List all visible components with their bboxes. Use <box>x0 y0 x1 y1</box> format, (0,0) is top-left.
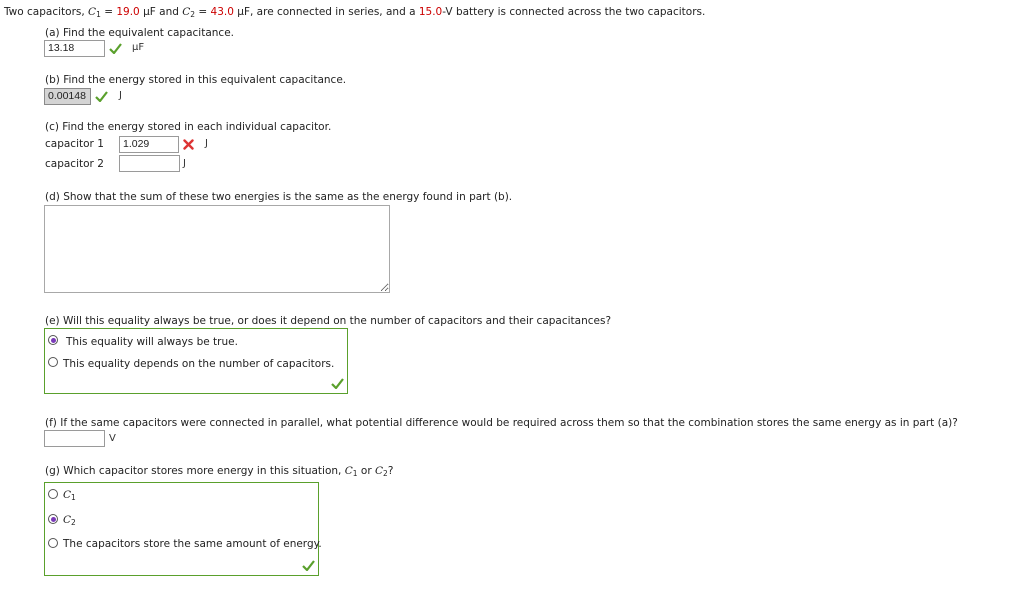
c2-symbol: C <box>182 6 191 18</box>
part-g-question <box>45 465 393 478</box>
c1-symbol: C <box>88 6 97 18</box>
problem-text: Two capacitors, <box>4 6 89 18</box>
part-g-answer-box <box>44 482 319 576</box>
part-c-question: (c) Find the energy stored in each individual capacitor. <box>45 121 332 133</box>
part-g-option-1-label[interactable] <box>63 489 76 502</box>
part-g-option-3-radio[interactable] <box>48 538 58 548</box>
equals-sign: = <box>100 6 117 18</box>
question-mark: ? <box>387 465 394 477</box>
checkmark-icon <box>331 378 344 389</box>
part-b-question: (b) Find the energy stored in this equivalent capacitance. <box>45 74 347 86</box>
checkmark-icon <box>95 91 108 102</box>
problem-statement <box>4 6 705 19</box>
c1-subscript: 1 <box>71 493 76 502</box>
part-a-unit: μF <box>132 42 145 53</box>
part-d-answer-textarea[interactable] <box>44 205 390 293</box>
equals-sign: = <box>195 6 211 18</box>
c2-symbol: C <box>63 514 72 526</box>
voltage-value: 15.0 <box>418 6 443 18</box>
c1-unit-text: μF and <box>139 6 183 18</box>
c2-subscript: 2 <box>190 10 196 19</box>
part-g-question-text: (g) Which capacitor stores more energy in this situation, <box>45 465 345 477</box>
part-d-question: (d) Show that the sum of these two energies is the same as the energy found in part (b). <box>45 191 513 203</box>
c1-value: 19.0 <box>116 6 140 18</box>
part-f-answer-input[interactable] <box>44 430 105 447</box>
part-a-answer-input[interactable]: 13.18 <box>44 40 105 57</box>
c2-subscript: 2 <box>71 518 76 527</box>
checkmark-icon <box>302 560 315 571</box>
x-mark-icon <box>183 139 194 150</box>
checkmark-icon <box>109 43 122 54</box>
part-e-option-2-radio[interactable] <box>48 357 58 367</box>
part-a-question: (a) Find the equivalent capacitance. <box>45 27 234 39</box>
capacitor-2-unit: J <box>183 158 186 169</box>
part-b-unit: J <box>119 90 122 101</box>
c1-subscript: 1 <box>352 469 358 478</box>
c1-subscript: 1 <box>96 10 101 19</box>
capacitor-1-unit: J <box>205 138 208 149</box>
part-g-option-3-label[interactable]: The capacitors store the same amount of energy. <box>63 538 322 550</box>
part-e-question: (e) Will this equality always be true, or does it depend on the number of capacitors and their capacitances? <box>45 315 612 327</box>
part-e-option-1-radio[interactable] <box>48 335 58 345</box>
part-f-question: (f) If the same capacitors were connected in parallel, what potential difference would be required across them so that the combination stores the same energy as in part (a)? <box>45 417 958 429</box>
part-g-option-2-radio[interactable] <box>48 514 58 524</box>
problem-text-end: -V battery is connected across the two capacitors. <box>442 6 706 18</box>
part-b-answer-input[interactable]: 0.00148 <box>44 88 91 105</box>
part-g-option-1-radio[interactable] <box>48 489 58 499</box>
part-e-option-1-label[interactable]: This equality will always be true. <box>66 336 238 348</box>
c1-symbol: C <box>344 465 353 477</box>
c1-symbol: C <box>63 489 72 501</box>
c2-value: 43.0 <box>210 6 234 18</box>
c2-subscript: 2 <box>383 469 388 478</box>
part-g-option-2-label[interactable] <box>63 514 76 527</box>
or-text: or <box>357 465 375 477</box>
c2-symbol: C <box>374 465 384 477</box>
part-e-option-2-label[interactable]: This equality depends on the number of capacitors. <box>63 358 335 370</box>
capacitor-1-answer-input[interactable]: 1.029 <box>119 136 179 153</box>
part-f-unit: V <box>109 433 116 444</box>
capacitor-1-label: capacitor 1 <box>45 138 104 150</box>
capacitor-2-answer-input[interactable] <box>119 155 180 172</box>
capacitor-2-label: capacitor 2 <box>45 158 104 170</box>
c2-unit-text: μF, are connected in series, and a <box>233 6 419 18</box>
